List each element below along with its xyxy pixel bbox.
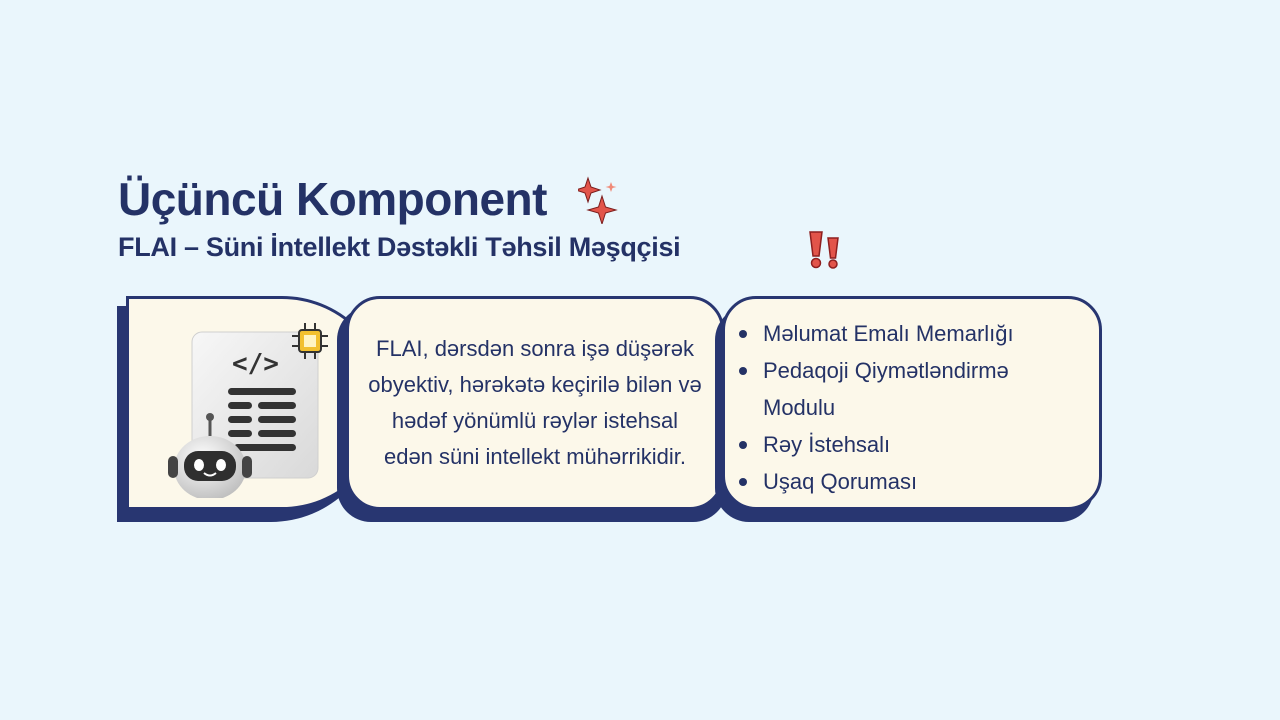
description-card [346, 296, 724, 510]
list-item: Məlumat Emalı Memarlığı [737, 315, 1063, 352]
double-exclamation-icon [806, 230, 852, 270]
list-item: Pedaqoji Qiymətləndirmə Modulu [737, 352, 1063, 426]
page-subtitle: FLAI – Süni İntellekt Dəstəkli Təhsil Məşqçisi [118, 232, 681, 262]
sparkles-icon [578, 176, 618, 224]
code-symbol: </> [232, 349, 279, 379]
page-title: Üçüncü Komponent [118, 173, 547, 225]
list-item: Rəy İstehsalı [737, 426, 1063, 463]
bullet-icon [739, 330, 747, 338]
feature-list [737, 315, 1063, 500]
bullet-icon [739, 441, 747, 449]
list-card [722, 296, 1102, 510]
bullet-icon [739, 367, 747, 375]
bullet-icon [739, 478, 747, 486]
code-document-robot-icon [160, 318, 340, 498]
description-text: FLAI, dərsdən sonra işə düşərək obyektiv, hərəkətə keçirilə bilən və hədəf yönümlü rəylər istehsal edən süni intellekt mühərrikidir. [368, 336, 702, 469]
list-item: Uşaq Qoruması [737, 463, 1063, 500]
